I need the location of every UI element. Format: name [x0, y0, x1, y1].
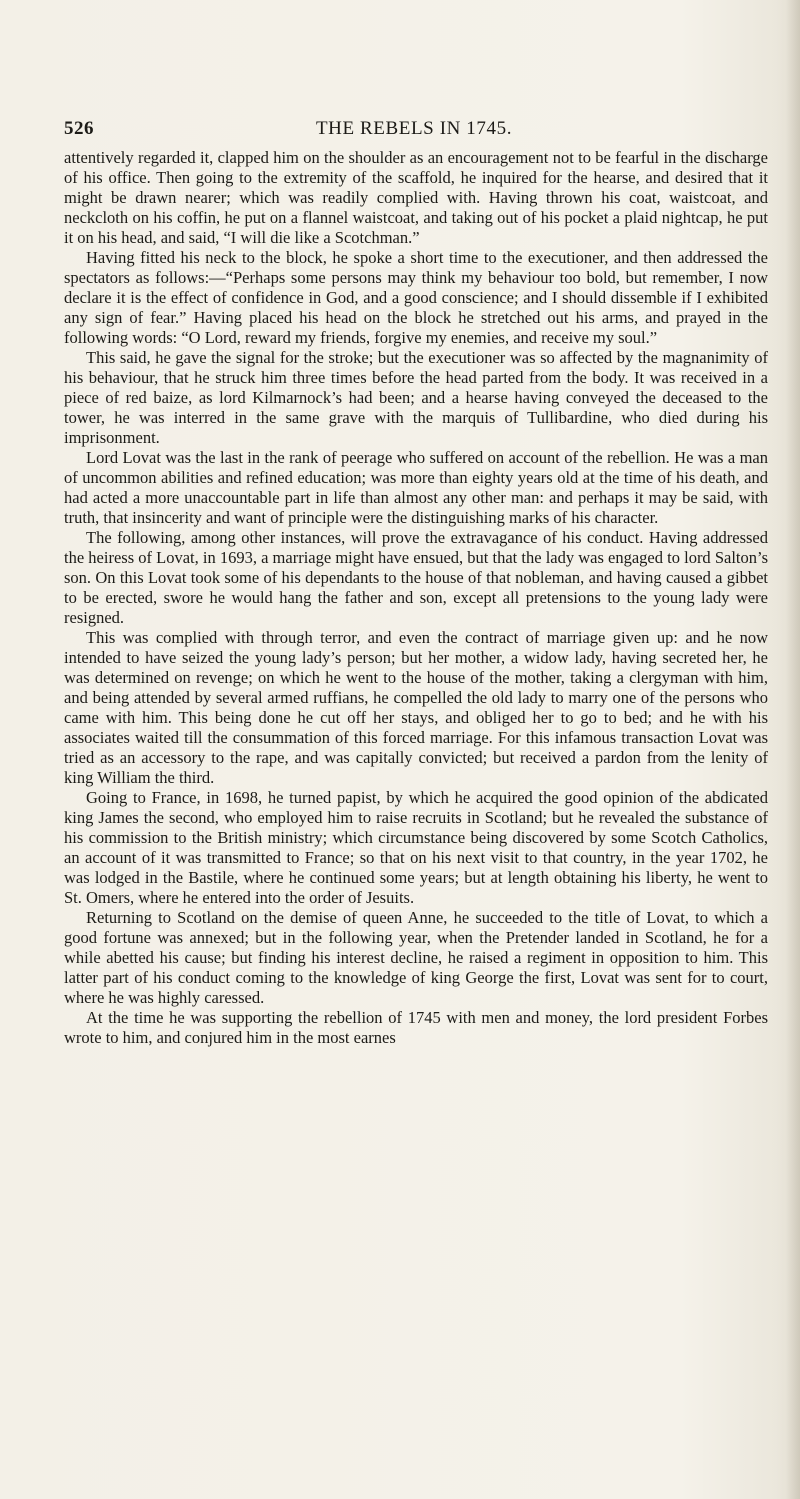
- paragraph: Returning to Scotland on the demise of queen Anne, he succeeded to the title of Lovat, to which a good fortune was annexed; but in the following year, when the Pretender landed in Scotland, he for a while abetted his cause; but finding his interest decline, he raised a regiment in opposition to him. This latter part of his conduct coming to the knowledge of king George the first, Lovat was sent for to court, where he was highly caressed.: [64, 908, 768, 1007]
- paragraph: Having fitted his neck to the block, he spoke a short time to the executioner, and then addressed the spectators as follows:—“Perhaps some persons may think my behaviour too bold, but remember, I now declare it is the effect of confidence in God, and a good conscience; and I should dissemble if I exhibited any sign of fear.” Having placed his head on the block he stretched out his arms, and prayed in the following words: “O Lord, reward my friends, forgive my enemies, and receive my soul.”: [64, 248, 768, 347]
- paragraph: Lord Lovat was the last in the rank of peerage who suffered on account of the rebellion. He was a man of uncommon abilities and refined education; was more than eighty years old at the time of his death, and had acted a more unaccountable part in life than almost any other man: and perhaps it may be said, with truth, that insincerity and want of principle were the distinguishing marks of his character.: [64, 448, 768, 527]
- paragraph: Going to France, in 1698, he turned papist, by which he acquired the good opinion of the abdicated king James the second, who employed him to raise recruits in Scotland; but he revealed the substance of his commission to the British ministry; which circumstance being discovered by some Scotch Catholics, an account of it was transmitted to France; so that on his next visit to that country, in the year 1702, he was lodged in the Bastile, where he continued some years; but at length obtaining his liberty, he went to St. Omers, where he entered into the order of Jesuits.: [64, 788, 768, 907]
- paragraph: attentively regarded it, clapped him on the shoulder as an encouragement not to be fearful in the discharge of his office. Then going to the extremity of the scaffold, he inquired for the hearse, and desired that it might be drawn nearer; which was readily complied with. Having thrown his coat, waistcoat, and neckcloth on his coffin, he put on a flannel waistcoat, and taking out of his pocket a plaid nightcap, he put it on his head, and said, “I will die like a Scotchman.”: [64, 148, 768, 247]
- paragraph: The following, among other instances, will prove the extravagance of his conduct. Having addressed the heiress of Lovat, in 1693, a marriage might have ensued, but that the lady was engaged to lord Salton’s son. On this Lovat took some of his dependants to the house of that nobleman, and having caused a gibbet to be erected, swore he would hang the father and son, except all pretensions to the young lady were resigned.: [64, 528, 768, 627]
- body-text: [64, 148, 768, 1048]
- page-number: 526: [64, 118, 94, 139]
- paragraph: This was complied with through terror, and even the contract of marriage given up: and he now intended to have seized the young lady’s person; but her mother, a widow lady, having secreted her, he was determined on revenge; on which he went to the house of the mother, taking a clergyman with him, and being attended by several armed ruffians, he compelled the old lady to marry one of the persons who came with him. This being done he cut off her stays, and obliged her to go to bed; and he with his associates waited till the consummation of this forced marriage. For this infamous transaction Lovat was tried as an accessory to the rape, and was capitally convicted; but received a pardon from the lenity of king William the third.: [64, 628, 768, 787]
- paragraph: At the time he was supporting the rebellion of 1745 with men and money, the lord president Forbes wrote to him, and conjured him in the most earnes: [64, 1008, 768, 1047]
- page-header: [64, 118, 764, 142]
- paragraph: This said, he gave the signal for the stroke; but the executioner was so affected by the magnanimity of his behaviour, that he struck him three times before the head parted from the body. It was received in a piece of red baize, as lord Kilmarnock’s had been; and a hearse having conveyed the deceased to the tower, he was interred in the same grave with the marquis of Tullibardine, who died during his imprisonment.: [64, 348, 768, 447]
- running-head: THE REBELS IN 1745.: [315, 118, 513, 139]
- page-edge-shadow: [786, 0, 800, 1499]
